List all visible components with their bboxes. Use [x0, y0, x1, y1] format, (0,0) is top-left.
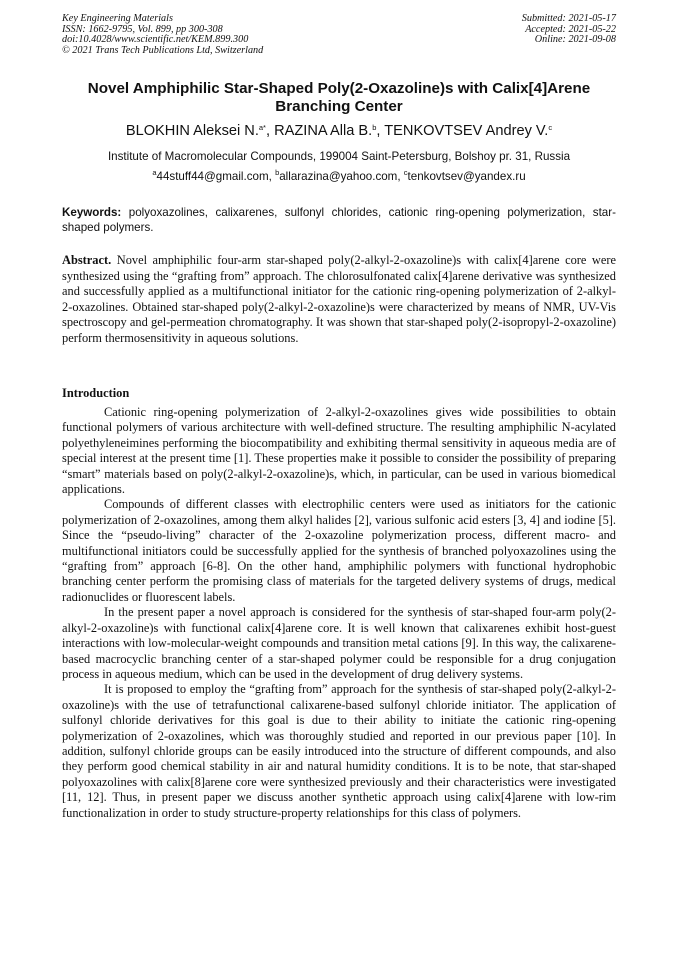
author-list: BLOKHIN Aleksei N.$^{a*}$, RAZINA Alla B.$^b$, TENKOVTSEV Andrey V.$^c$ — [125, 123, 553, 139]
author-sup: b — [372, 123, 377, 132]
journal-info — [62, 14, 263, 56]
abstract-label: Abstract. — [62, 253, 112, 267]
issn-volume: ISSN: 1662-9795, Vol. 899, pp 300-308 — [62, 23, 223, 35]
keywords-text: polyoxazolines, calixarenes, sulfonyl chlorides, cationic ring-opening polymerization, star-shaped polymers. — [62, 206, 616, 234]
copyright: © 2021 Trans Tech Publications Ltd, Switzerland — [62, 44, 264, 56]
email-sup: c — [403, 168, 408, 177]
submitted-date: Submitted: 2021-05-17 — [521, 13, 616, 24]
accepted-date: Accepted: 2021-05-22 — [525, 23, 616, 35]
email-list: $^a$44stuff44@gmail.com, $^b$allarazina@yahoo.com, $^c$tenkovtsev@yandex.ru — [152, 168, 526, 183]
email-sup: b — [275, 168, 280, 177]
email-address[interactable]: 44stuff44@gmail.com — [156, 170, 269, 183]
paragraph: In the present paper a novel approach is considered for the synthesis of star-shaped four-arm poly(2-alkyl-2-oxazoline)s with functional calix[4]arene core. It is well known that calixarenes exhibit host-guest interactions with low-molecular-weight compounds and transition metal cations [9]. In this way, the calixarene-based macrocyclic branching center of a star-shaped polymer could be responsible for a drug conjugation process in aqueous medium, which can be used in the development of drug delivery systems. — [62, 605, 616, 681]
paragraph: Cationic ring-opening polymerization of 2-alkyl-2-oxazolines gives wide possibilities to obtain functional polymers of various architecture with well-defined structure. The resulting amphiphilic N-acylated polyethyleneimines performing the biocompatibility and exhibiting thermal sensitivity in aqueous media are of special interest at the present time [1]. These properties make it possible to consider the possibility of preparing “smart” materials based on poly(2-alkyl-2-oxazoline)s, which, in particular, can be used in various biomedical applications. — [62, 405, 616, 497]
author-sup: c — [548, 123, 553, 132]
paragraph: It is proposed to employ the “grafting from” approach for the synthesis of star-shaped poly(2-alkyl-2-oxazoline)s with the use of tetrafunctional calixarene-based sulfonyl chloride initiator. The application of sulfonyl chloride derivatives for this goal is due to their ability to initiate the cationic ring-opening polymerization of 2-oxazolines, which was thoroughly studied and reported in our previous paper [10]. In addition, sulfonyl chloride groups can be easily introduced into the structure of different compounds, and also they perform good chemical stability in air and natural humidity conditions. It is to be note, that star-shaped polyoxazolines with calix[8]arene core were synthesized previously and their characteristics were investigated [11, 12]. Thus, in present paper we discuss another synthetic approach using calix[4]arene with low-rim functionalization in order to study structure-property relationships for this class of polymers. — [62, 682, 616, 820]
author-name: TENKOVTSEV Andrey V. — [384, 123, 549, 139]
online-date: Online: 2021-09-08 — [534, 34, 616, 46]
paper-title: Novel Amphiphilic Star-Shaped Poly(2-Oxazoline)s with Calix[4]Arene Branching Center — [87, 80, 591, 115]
dates-info — [522, 14, 616, 46]
abstract-text: Novel amphiphilic four-arm star-shaped poly(2-alkyl-2-oxazoline)s with calix[4]arene core were synthesized using the “grafting from” approach. The chlorosulfonated calix[4]arene derivative was synthesized and successfully applied as a multifunctional initiator for the cationic ring-opening polymerization of 2-alkyl-2-oxazolines. Obtained star-shaped poly(2-alkyl-2-oxazoline)s were characterized by means of NMR, UV-Vis spectroscopy and gel-permeation chromatography. It was shown that star-shaped poly(2-isopropyl-2-oxazoline) perform thermosensitivity in aqueous solutions. — [62, 253, 616, 345]
introduction-body — [62, 405, 616, 821]
email-address[interactable]: allarazina@yahoo.com — [279, 170, 398, 183]
keywords-label: Keywords: — [62, 206, 122, 219]
paragraph: Compounds of different classes with electrophilic centers were used as initiators for the cationic polymerization of 2-oxazolines, among them alkyl halides [2], various sulfonic acid esters [3, 4] and iodine [5]. Since the “pseudo-living” character of the 2-oxazoline polymerization process, different macro- and multifunctional initiators could be successfully applied for the synthesis of branched polyoxazolines using the “grafting from” approach [6-8]. On the other hand, amphiphilic polymers with functional hydrophobic branching center perform the promising class of materials for the targeted delivery systems of drugs, medical radionuclides or fluorescent labels. — [62, 497, 616, 604]
abstract — [62, 253, 616, 346]
section-heading: Introduction — [62, 386, 130, 400]
author-sup: a* — [258, 123, 266, 132]
journal-name: Key Engineering Materials — [62, 13, 173, 24]
author-name: BLOKHIN Aleksei N. — [125, 123, 259, 139]
email-address[interactable]: tenkovtsev@yandex.ru — [407, 170, 526, 183]
author-name: RAZINA Alla B. — [274, 123, 373, 139]
doi: doi:10.4028/www.scientific.net/KEM.899.300 — [62, 34, 249, 46]
keywords — [62, 205, 616, 235]
affiliation: Institute of Macromolecular Compounds, 199004 Saint-Petersburg, Bolshoy pr. 31, Russia — [107, 150, 571, 163]
email-sup: a — [152, 168, 157, 177]
